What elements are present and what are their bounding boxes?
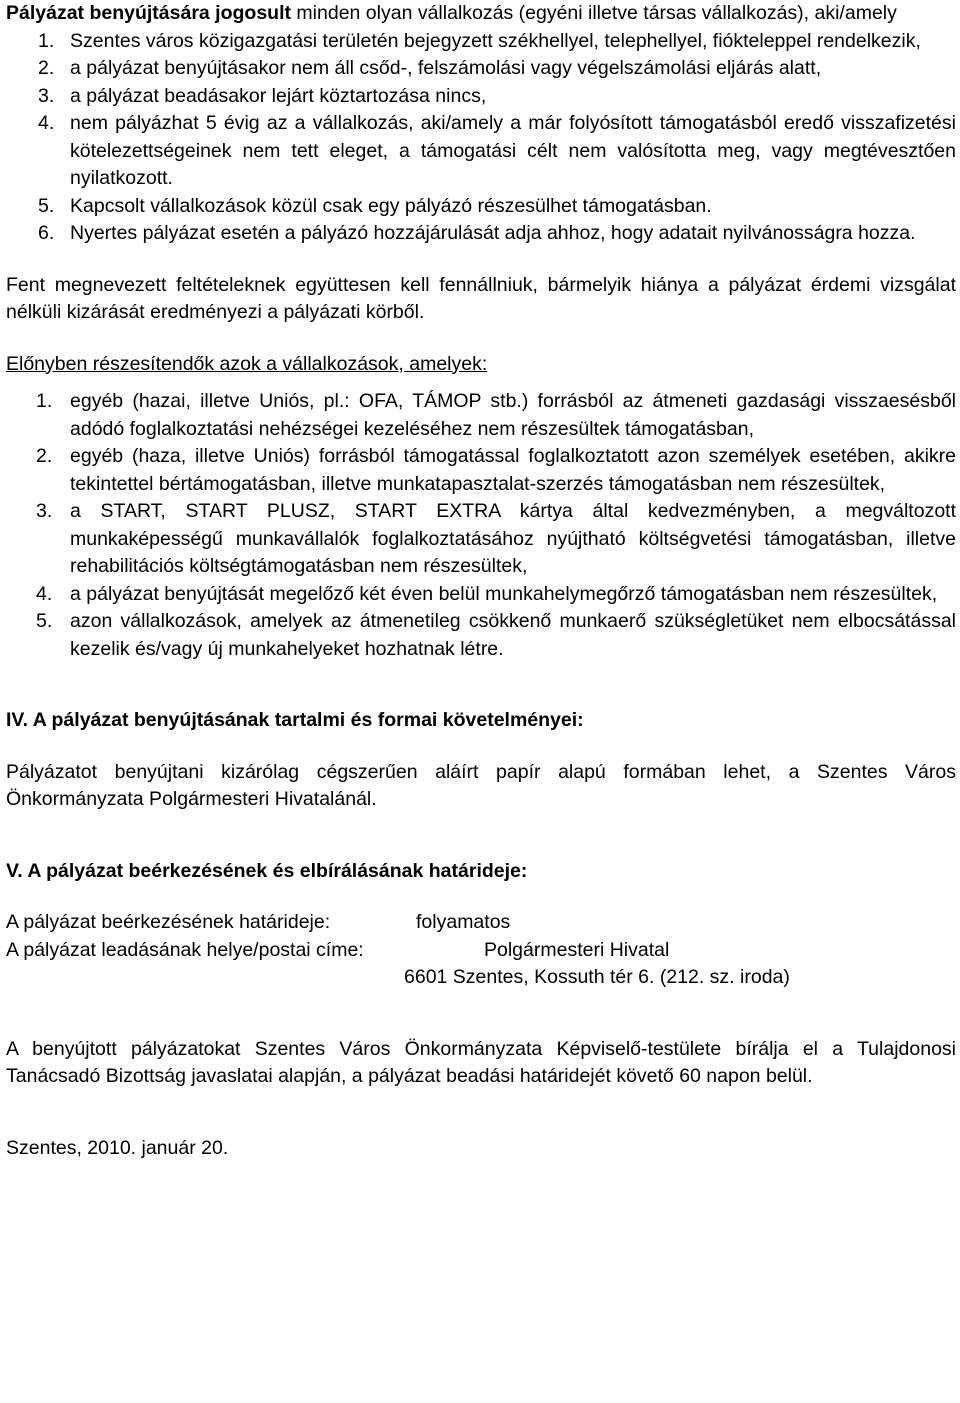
list-item: [6, 581, 956, 609]
eligibility-list: [6, 28, 956, 248]
list-text: Kapcsolt vállalkozások közül csak egy pályázó részesülhet támogatásban.: [70, 194, 712, 217]
list-text: a pályázat benyújtásakor nem áll csőd-, felszámolási vagy végelszámolási eljárás alatt,: [70, 57, 822, 79]
intro-bold-lead: Pályázat benyújtására jogosult: [6, 2, 292, 24]
section4-heading: IV. A pályázat benyújtásának tartalmi és formai követelményei:: [6, 709, 584, 731]
list-text: azon vállalkozások, amelyek az átmenetileg csökkenő munkaerő szükségletüket nem elbocsátással kezelik és/vagy új munkahelyeket hozhatnak létre.: [70, 610, 956, 660]
list-number: 5.: [36, 610, 53, 632]
decision-paragraph: A benyújtott pályázatokat Szentes Város Önkormányzata Képviselő-testülete bírálja el a Tulajdonosi Tanácsadó Bizottság javaslatai alapján, a pályázat beadási határidejét követő 60 napon belül.: [6, 1037, 956, 1087]
address-row: [6, 937, 956, 965]
list-text: a pályázat benyújtását megelőző két éven belül munkahelymegőrző támogatásban nem részesültek,: [70, 582, 938, 605]
list-text: egyéb (hazai, illetve Uniós, pl.: OFA, TÁMOP stb.) forrásból az átmeneti gazdasági visszaesésből adódó foglalkoztatási nehézségei kezeléséhez nem részesültek támogatásban,: [70, 390, 956, 440]
list-text: Szentes város közigazgatási területén bejegyzett székhellyel, telephellyel, fiókteleppel rendelkezik,: [70, 29, 921, 52]
date-line: Szentes, 2010. január 20.: [6, 1136, 229, 1159]
list-item: [6, 498, 956, 581]
list-number: 3.: [38, 84, 55, 107]
list-number: 3.: [36, 500, 53, 522]
list-item: [6, 220, 956, 248]
section5-heading: V. A pályázat beérkezésének és elbírálásának határideje:: [6, 859, 528, 882]
list-item: [6, 28, 956, 56]
list-number: 1.: [36, 390, 53, 412]
priority-list: [6, 388, 956, 663]
list-item: [6, 55, 956, 83]
deadline-label: A pályázat beérkezésének határideje:: [6, 911, 331, 933]
document-page: [6, 0, 956, 1162]
section4-text: Pályázatot benyújtani kizárólag cégszerűen aláírt papír alapú formában lehet, a Szentes Város Önkormányzata Polgármesteri Hivatalánál.: [6, 760, 956, 810]
list-number: 1.: [38, 29, 55, 52]
list-number: 5.: [38, 194, 55, 217]
priority-heading: Előnyben részesítendők azok a vállalkozások, amelyek:: [6, 352, 488, 375]
list-number: 2.: [38, 57, 55, 79]
list-text: nem pályázhat 5 évig az a vállalkozás, aki/amely a már folyósított támogatásból eredő visszafizetési kötelezettségeinek nem tett eleget, a támogatási célt nem valósította meg, vagy megtévesztően nyilatkozott.: [70, 112, 956, 189]
deadline-value: folyamatos: [416, 911, 511, 933]
address-label: A pályázat leadásának helye/postai címe:: [6, 938, 364, 961]
list-item: [6, 193, 956, 221]
list-text: egyéb (haza, illetve Uniós) forrásból támogatással foglalkoztatott azon személyek esetében, akikre tekintettel bértámogatásban, illetve munkatapasztalat-szerzés támogatásban nem részesültek,: [70, 445, 956, 495]
list-item: [6, 388, 956, 443]
list-number: 4.: [36, 582, 53, 605]
list-item: [6, 110, 956, 193]
list-text: Nyertes pályázat esetén a pályázó hozzájárulását adja ahhoz, hogy adatait nyilvánosságra hozza.: [70, 222, 916, 244]
address-line1: Polgármesteri Hivatal: [484, 938, 670, 961]
list-text: a pályázat beadásakor lejárt köztartozása nincs,: [70, 84, 487, 107]
list-number: 6.: [38, 222, 55, 244]
list-item: [6, 443, 956, 498]
list-number: 2.: [36, 445, 53, 467]
list-number: 4.: [38, 112, 55, 134]
conditions-note: Fent megnevezett feltételeknek együttesen kell fennállniuk, bármelyik hiánya a pályázat érdemi vizsgálat nélküli kizárását eredményezi a pályázati körből.: [6, 273, 956, 323]
address-line2: 6601 Szentes, Kossuth tér 6. (212. sz. iroda): [404, 966, 790, 988]
list-item: [6, 83, 956, 111]
list-text: a START, START PLUSZ, START EXTRA kártya által kedvezményben, a megváltozott munkaképességű munkavállalók foglalkoztatásához nyújtható költségvetési támogatásban, illetve rehabilitációs költségtámogatásban nem részesültek,: [70, 500, 956, 577]
intro-paragraph: [6, 0, 956, 28]
list-item: [6, 608, 956, 663]
intro-rest: minden olyan vállalkozás (egyéni illetve társas vállalkozás), aki/amely: [291, 2, 897, 24]
deadline-row: [6, 909, 956, 937]
